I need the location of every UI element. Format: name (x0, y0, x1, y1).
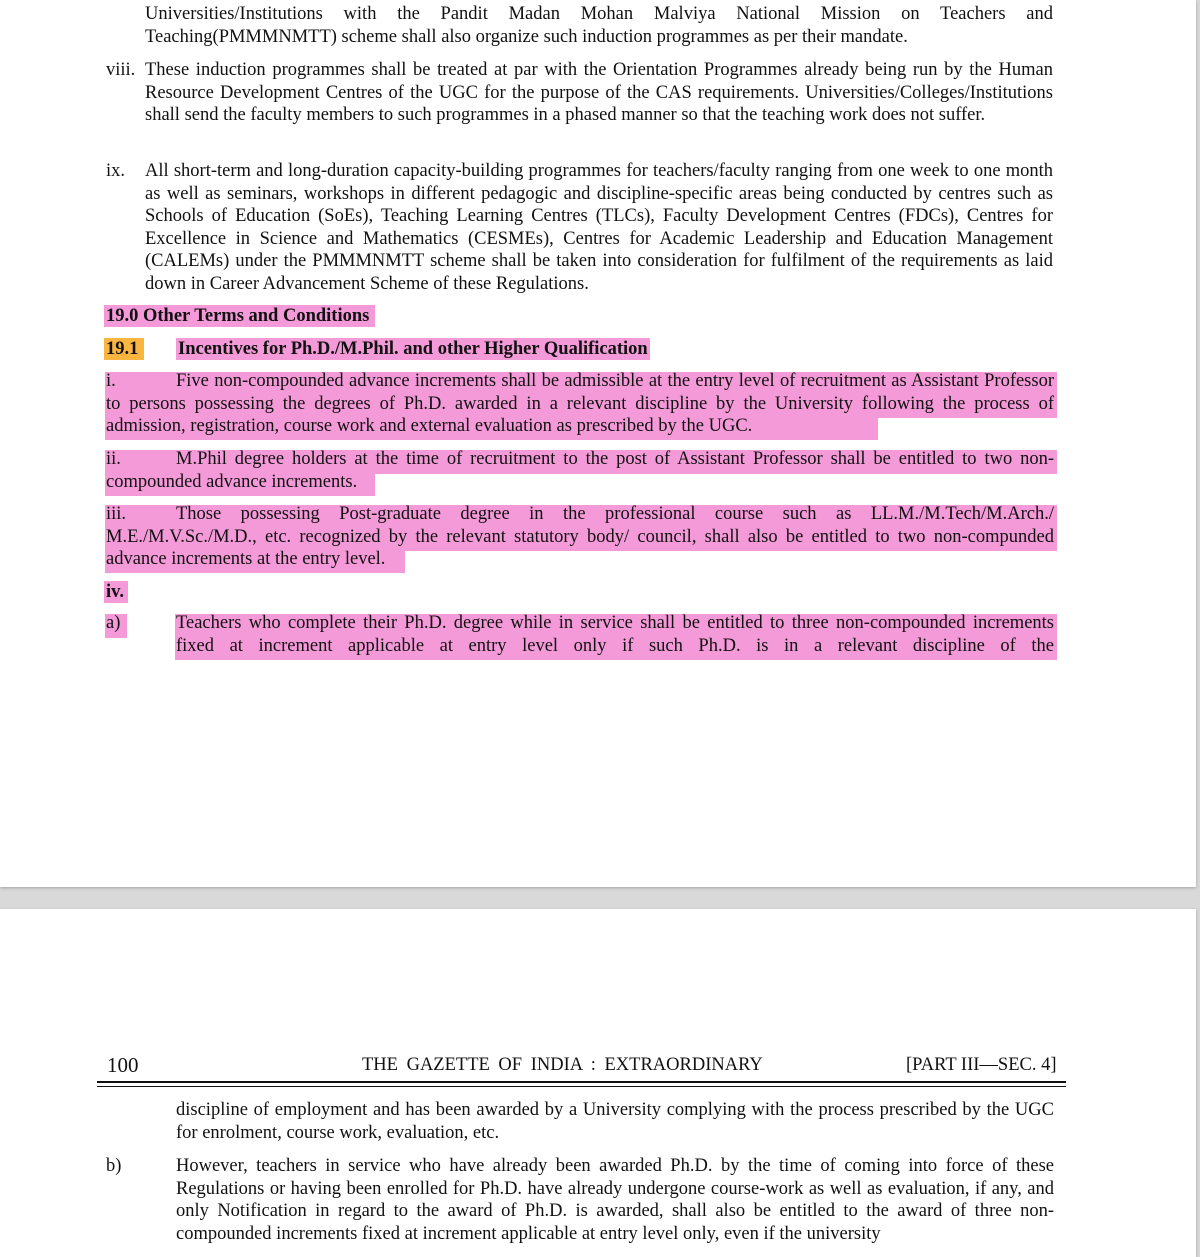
section-19-1-number (104, 338, 144, 361)
item-number-i: i. (106, 371, 116, 391)
section-19-0-text: 19.0 Other Terms and Conditions (104, 305, 375, 327)
part-section-label: [PART III—SEC. 4] (906, 1055, 1057, 1075)
header-rule-top (97, 1081, 1066, 1083)
item-iii-text: Those possessing Post-graduate degree in the professional course such as LL.M./M.Tech/M.Arch./ M.E./M.V.Sc./M.D., etc. recognized by the relevant statutory body/ council, shall also be entitled to two non-compunded advance increments at the entry level. (106, 504, 1054, 570)
item-a-text: Teachers who complete their Ph.D. degree while in service shall be entitled to three non-compounded increments fixed at increment applicable at entry level only if such Ph.D. is in a relevant discipline of the (176, 613, 1054, 656)
item-number-iv (104, 581, 128, 604)
item-iv-label: iv. (104, 581, 128, 603)
item-number-viii: viii. (106, 60, 136, 80)
item-i-text: Five non-compounded advance increments shall be admissible at the entry level of recruitment as Assistant Professor to persons possessing the degrees of Ph.D. awarded in a relevant discipline by the University following the process of admission, registration, course work and external evaluation as prescribed by the UGC. (106, 371, 1054, 437)
continuation-paragraph: discipline of employment and has been awarded by a University complying with the process prescribed by the UGC for enrolment, course work, evaluation, etc. (176, 1100, 1054, 1143)
header-rule-bottom (97, 1086, 1066, 1087)
item-number-iii: iii. (106, 504, 127, 524)
item-number-a: a) (106, 613, 121, 633)
continuation-paragraph: Universities/Institutions with the Pandit Madan Mohan Malviya National Mission on Teachers and Teaching(PMMMNMTT) scheme shall also organize such induction programmes as per their mandate. (145, 4, 1053, 47)
item-ii-text: M.Phil degree holders at the time of recruitment to the post of Assistant Professor shall be entitled to two non-compounded advance increments. (106, 449, 1054, 492)
item-b-text: However, teachers in service who have already been awarded Ph.D. by the time of coming into force of these Regulations or having been enrolled for Ph.D. have already undergone course-work as well as evaluation, if any, and only Notification in regard to the award of Ph.D. is awarded, shall also be entitled to the award of three non-compounded increments fixed at increment applicable at entry level only, even if the university (176, 1156, 1054, 1244)
gazette-title: THE GAZETTE OF INDIA : EXTRAORDINARY (362, 1055, 763, 1075)
section-19-0-heading (104, 305, 375, 328)
section-19-1-num-text: 19.1 (104, 338, 144, 360)
document-page-2 (0, 909, 1196, 1257)
section-19-1-title-text: Incentives for Ph.D./M.Phil. and other Higher Qualification (178, 339, 648, 359)
item-number-b: b) (106, 1156, 122, 1176)
item-number-ix: ix. (106, 161, 126, 181)
item-number-ii: ii. (106, 449, 121, 469)
page-number: 100 (107, 1053, 139, 1077)
item-viii-text: These induction programmes shall be treated at par with the Orientation Programmes already being run by the Human Resource Development Centres of the UGC for the purpose of the CAS requirements. Universities/Colleges/Institutions shall send the faculty members to such programmes in a phased manner so that the teaching work does not suffer. (145, 60, 1053, 126)
item-ix-text: All short-term and long-duration capacity-building programmes for teachers/faculty ranging from one week to one month as well as seminars, workshops in different pedagogic and discipline-specific areas being conducted by centres such as Schools of Education (SoEs), Teaching Learning Centres (TLCs), Faculty Development Centres (FDCs), Centres for Excellence in Science and Mathematics (CESMEs), Centres for Academic Leadership and Education Management (CALEMs) under the PMMMNMTT scheme shall be taken into consideration for fulfilment of the requirements as laid down in Career Advancement Scheme of these Regulations. (145, 161, 1053, 294)
section-19-1-title (176, 338, 650, 361)
